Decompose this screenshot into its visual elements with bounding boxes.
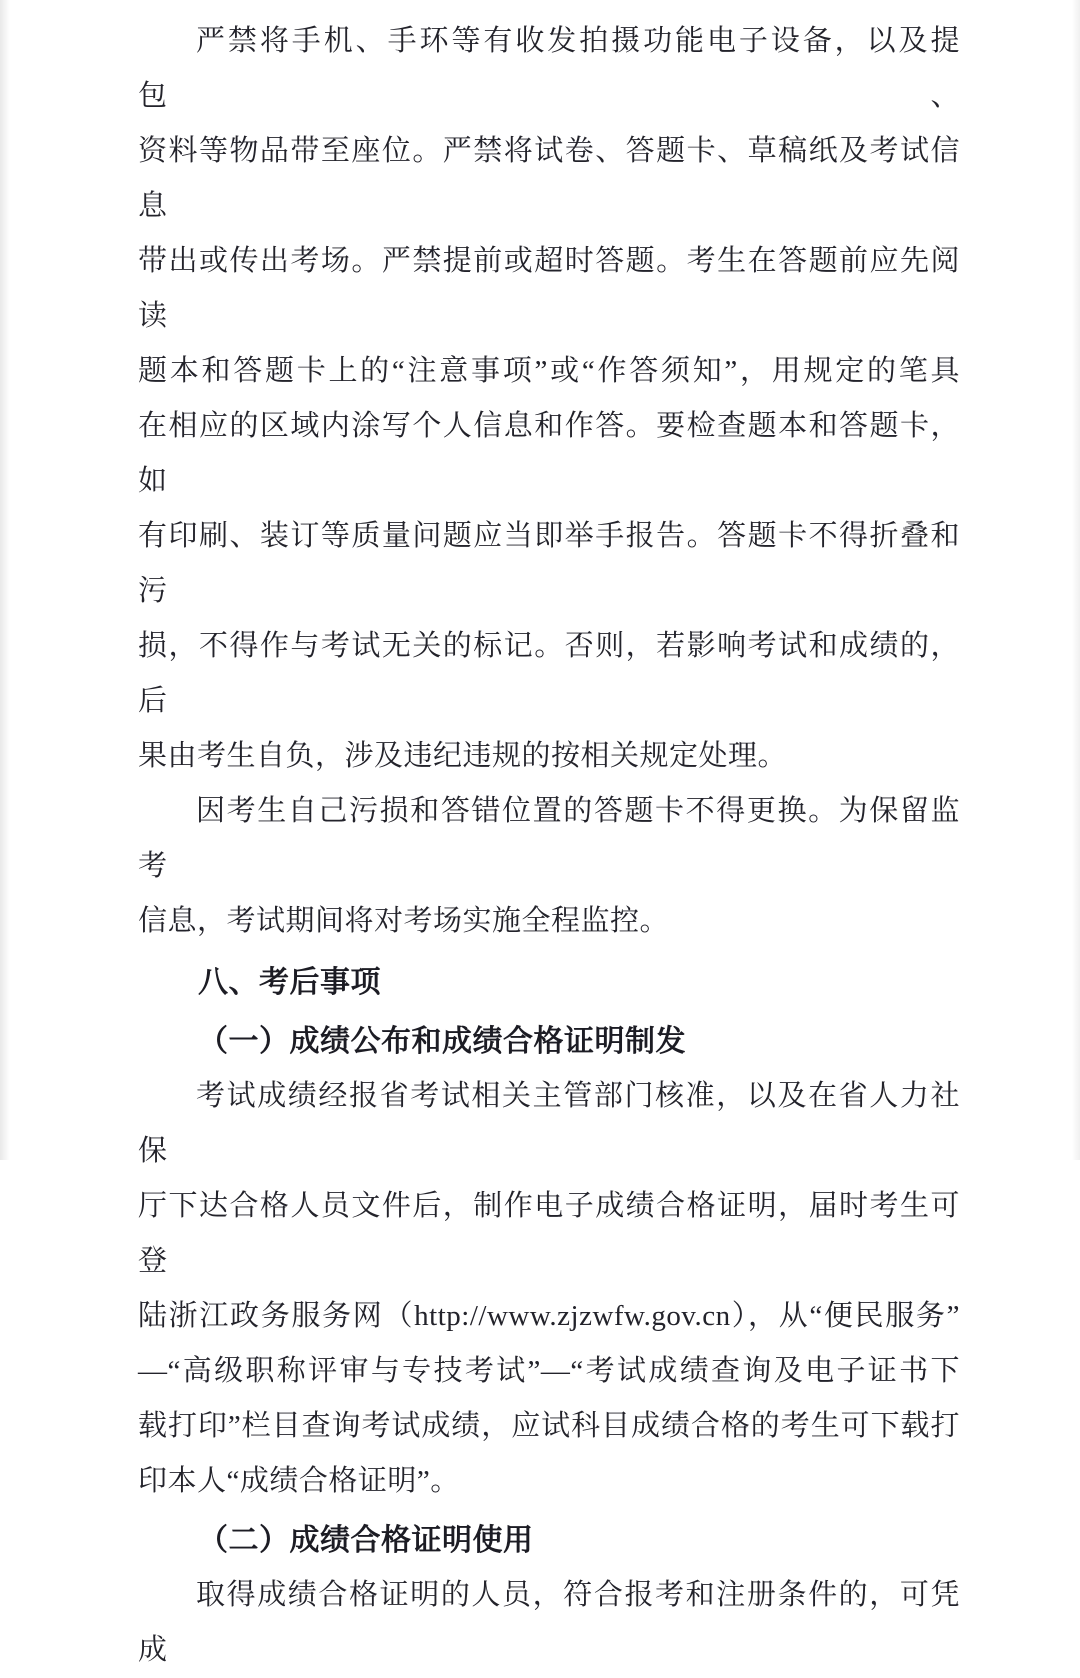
paragraph-line: 题本和答题卡上的“注意事项”或“作答须知”，用规定的笔具 [138, 355, 960, 387]
paragraph-line: 厅下达合格人员文件后，制作电子成绩合格证明，届时考生可登 [138, 1190, 960, 1277]
paragraph-line: 因考生自己污损和答错位置的答题卡不得更换。为保留监考 [138, 795, 960, 882]
paragraph-line: 有印刷、装订等质量问题应当即举手报告。答题卡不得折叠和污 [138, 520, 960, 607]
paragraph-line: 损，不得作与考试无关的标记。否则，若影响考试和成绩的，后 [138, 630, 960, 717]
paragraph-line: 考试成绩经报省考试相关主管部门核准，以及在省人力社保 [138, 1080, 960, 1167]
paragraph-line: 带出或传出考场。严禁提前或超时答题。考生在答题前应先阅读 [138, 245, 960, 332]
paragraph-line: —“高级职称评审与专技考试”—“考试成绩查询及电子证书下 [138, 1355, 960, 1387]
paragraph-line-with-url: 陆浙江政务服务网（http://www.zjzwfw.gov.cn），从“便民服务” [138, 1300, 960, 1332]
paragraph-line: 取得成绩合格证明的人员，符合报考和注册条件的，可凭成 [138, 1579, 960, 1666]
paragraph-line: 信息，考试期间将对考场实施全程监控。 [138, 905, 670, 937]
paragraph-line: 印本人“成绩合格证明”。 [138, 1465, 460, 1497]
subsection-heading: （二）成绩合格证明使用 [198, 1524, 534, 1557]
paragraph-line: 在相应的区域内涂写个人信息和作答。要检查题本和答题卡，如 [138, 410, 960, 497]
section-heading: 八、考后事项 [198, 966, 381, 999]
paragraph-line: 资料等物品带至座位。严禁将试卷、答题卡、草稿纸及考试信息 [138, 135, 960, 222]
subsection-heading: （一）成绩公布和成绩合格证明制发 [198, 1025, 686, 1058]
paragraph-line: 严禁将手机、手环等有收发拍摄功能电子设备，以及提包、 [138, 25, 960, 112]
paragraph-line: 载打印”栏目查询考试成绩，应试科目成绩合格的考生可下载打 [138, 1410, 960, 1442]
document-text-block [138, 14, 960, 1678]
paragraph-line: 果由考生自负，涉及违纪违规的按相关规定处理。 [138, 740, 788, 772]
